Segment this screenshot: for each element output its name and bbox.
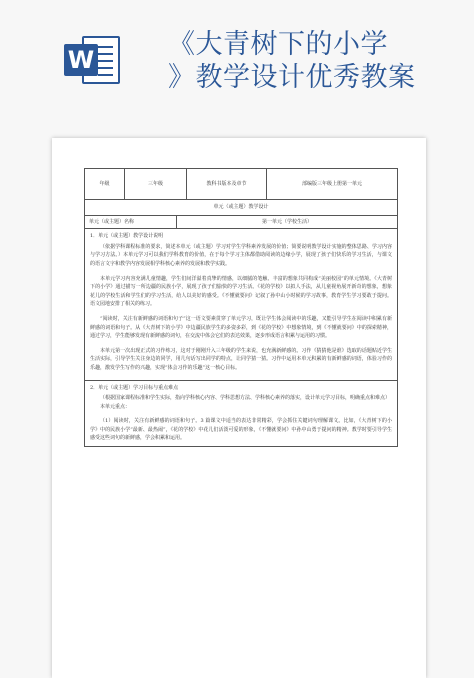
header-banner <box>0 0 474 96</box>
grade-value: 三年级 <box>125 169 187 199</box>
unit-design-title-row <box>85 200 397 216</box>
unit-design-title: 单元（或主题）教学设计 <box>213 204 269 210</box>
section1-block <box>85 229 397 379</box>
title-line-2: 》教学设计优秀教案 <box>168 62 416 93</box>
section2-key-points-label: 本单元重点： <box>100 403 131 410</box>
section1-row <box>85 229 397 380</box>
word-document-icon <box>64 34 122 86</box>
grade-label: 年级 <box>85 169 125 199</box>
word-badge-icon: W <box>64 44 98 76</box>
section1-para-3: “阅读时，关注有新鲜感的词语和句子”这一语文要素贯穿了单元学习，既让学生体会阅读中的乐趣，又能引导学生在阅读中积累有新鲜感的词语和句子。从《大青树下的小学》中边疆民族学生的多姿多彩，到《花的学校》中想象情境，到《不懂就要问》中的探索精神，通过学习，学生能够发现有新鲜感的词句，在交流中体会它们的表达效果，逐步形成语言积累与运用的习惯。 <box>90 315 392 340</box>
section1-para-2: 本单元学习内容充满儿童情趣，学生们间洋溢着真挚的情感，以细腻的笔触、丰富的想象共同构成“美丽校园”的单元情境。《大青树下的小学》通过描写一所边疆的民族小学，展现了孩子们愉快的学习生活。《花的学校》以拟人手法，从儿童视角展开新奇的想象，想象花儿的学校生活和学生们的学习生活，给人以美好的感受。《不懂就要问》记叙了孙中山小时候的学习故事，教育学生学习要敢于提问。语文园地安排了相关的练习。 <box>90 275 392 308</box>
document-title <box>168 28 468 94</box>
info-row <box>85 169 397 200</box>
section2-heading: 2．单元（或主题）学习目标与重点难点 <box>90 384 179 391</box>
section2-row <box>85 381 397 447</box>
section1-heading: 1．单元（或主题）教学设计说明 <box>90 233 164 240</box>
section2-intro: （根据国家课程标准和学生实际，指向学科核心内容、学科思想方法、学科核心素养的落实，设计单元学习目标，明确重点和难点） <box>100 395 391 402</box>
unit-name-value: 第一单元（学校生活） <box>261 218 312 225</box>
unit-name-row <box>85 216 397 230</box>
title-line-1: 《大青树下的小学 <box>168 29 388 60</box>
section2-block <box>85 381 397 447</box>
document-page <box>52 138 426 678</box>
unit-name-label: 单元（或主题）名称 <box>85 216 177 229</box>
textbook-label: 教科书版本及章节 <box>187 169 267 199</box>
section1-intro: （依据学科课程标准的要求，简述本单元（或主题）学习对学生学科素养发展的价值；简要说明教学设计实施的整体思路、学习内容与学习方法。）本单元学习可以我们学科教育的价值，在于每个学习主体都借助阅读的边缘小学，展现了孩子们快乐的学习生活，与课文的语言文字和教学内容发展相学科核心素养的发展和教学实践。 <box>90 243 392 267</box>
textbook-value: 部编版三年级上册第一单元 <box>301 180 362 187</box>
lesson-plan-table <box>84 168 398 447</box>
section1-para-4: 本单元第一次出现正式的习作练习，这对于刚刚升入三年级的学生来说，也充满新鲜感的。习作《猜猜他是谁》选取的话题贴近学生生活实际，引导学生关注身边的同学，用几句话写出同学的特点，让同学猜一猜。习作中运用本单元积累的有新鲜感的词语，体验习作的乐趣，激发学生写作的兴趣，实现“体会习作的乐趣”这一核心目标。 <box>90 347 392 371</box>
section2-para-1: （1）阅读时，关注有新鲜感的词语和句子。3 篇课文中适当的表达非常精彩，学会抓住关键词句理解课文。比如，《大青树下的小学》中的民族小学“最新、最热闹”，《花的学校》中花儿们活泼可爱的形象，《不懂就要问》中孙中山勇于提问的精神。教学时要引导学生感受这些词句的新鲜感，学会积累和运用。 <box>90 418 392 442</box>
